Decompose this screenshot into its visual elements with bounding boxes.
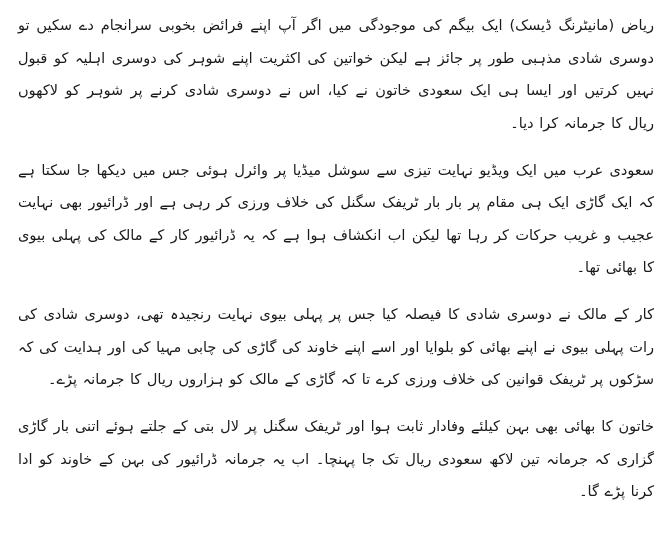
article-paragraph: سعودی عرب میں ایک ویڈیو نہایت تیزی سے سوشل میڈیا پر وائرل ہوئی جس میں دیکھا جا سکتا ہے کہ ایک گاڑی ایک ہی مقام پر بار بار ٹریفک سگنل کی خلاف ورزی کر رہی ہے اور ڈرائیور بھی نہایت عجیب و غریب حرکات کر رہا تھا لیکن اب انکشاف ہوا ہے کہ یہ ڈرائیور کار کے مالک کی پہلی بیوی کا بھائی تھا۔ [18, 162, 654, 277]
article-paragraph: خاتون کا بھائی بھی بہن کیلئے وفادار ثابت ہوا اور ٹریفک سگنل پر لال بتی کے جلتے ہوئے اتنی بار گاڑی گزاری کہ جرمانہ تین لاکھ سعودی ریال تک جا پہنچا۔ اب یہ جرمانہ ڈرائیور کی بہن کے خاوند کو ادا کرنا پڑے گا۔ [18, 418, 654, 501]
article-paragraph: ریاض (مانیٹرنگ ڈیسک) ایک بیگم کی موجودگی میں اگر آپ اپنے فرائض بخوبی سرانجام دے سکیں تو دوسری شادی مذہبی طور پر جائز ہے لیکن خواتین کی اکثریت اپنے شوہر کی دوسری اہلیہ کو قبول نہیں کرتیں اور ایسا ہی ایک سعودی خاتون نے کیا، اس نے دوسری شادی کرنے پر شوہر کو لاکھوں ریال کا جرمانہ کرا دیا۔ [18, 18, 654, 132]
article-body [18, 10, 654, 509]
article-paragraph: کار کے مالک نے دوسری شادی کا فیصلہ کیا جس پر پہلی بیوی نہایت رنجیدہ تھی، دوسری شادی کی رات پہلی بیوی نے اپنے بھائی کو بلوایا اور اسے اپنے خاوند کی گاڑی کی چابی مہیا کی اور ہدایت کی کہ سڑکوں پر ٹریفک قوانین کی خلاف ورزی کرے تا کہ گاڑی کے مالک کو ہزاروں ریال کا جرمانہ پڑے۔ [18, 307, 654, 389]
